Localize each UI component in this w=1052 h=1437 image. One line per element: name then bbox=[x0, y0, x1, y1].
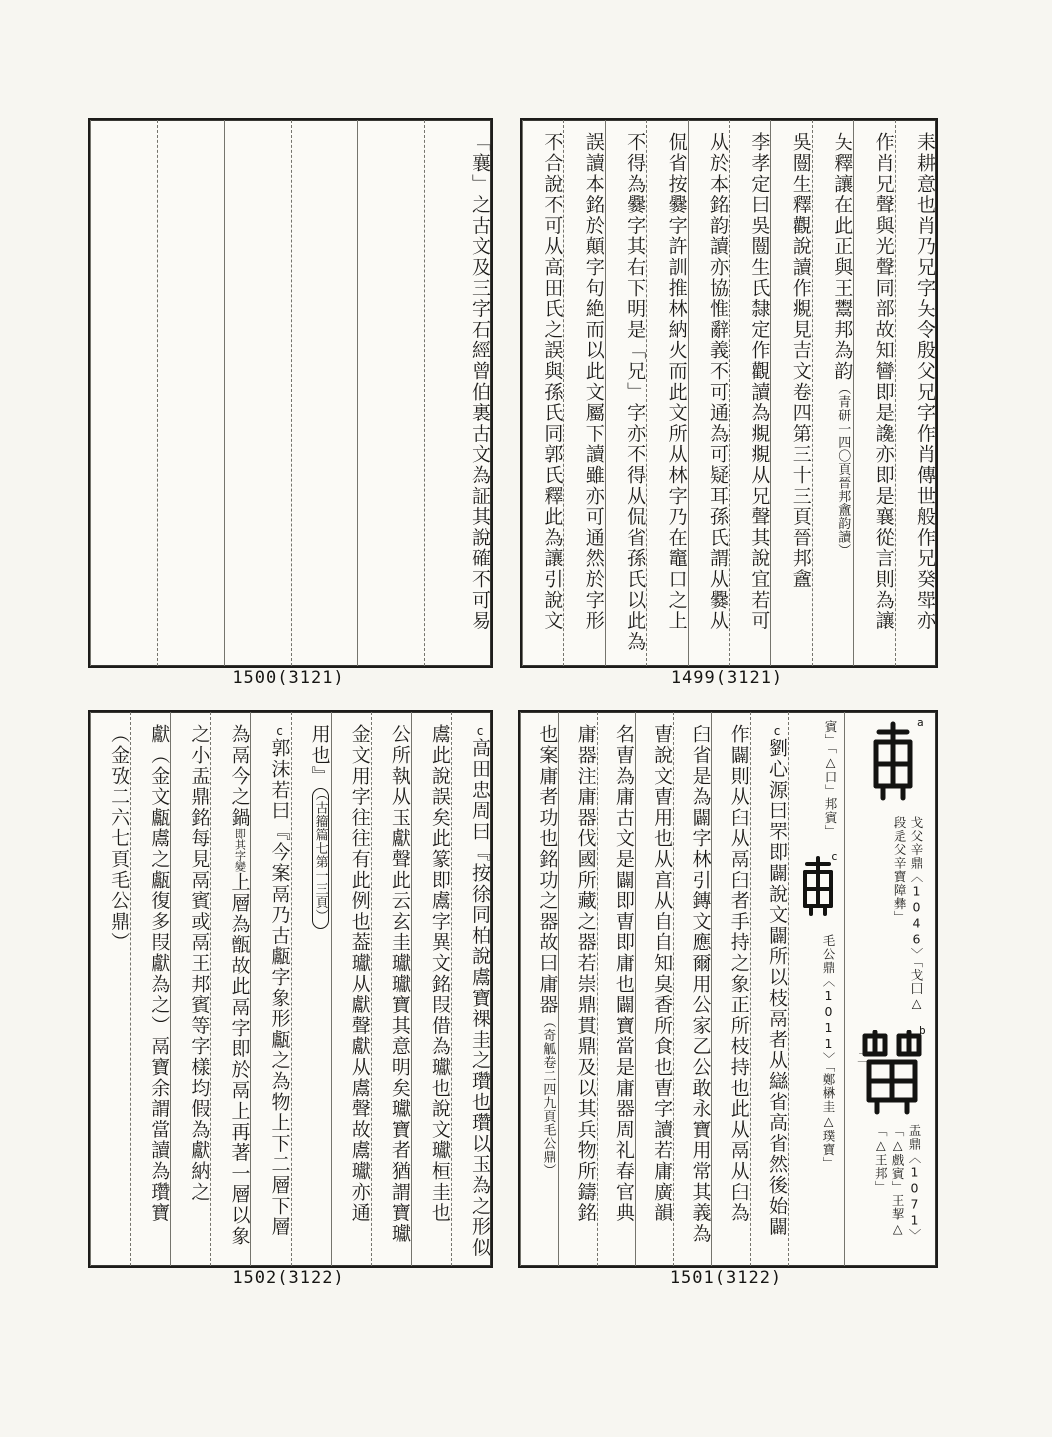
column-text: 之小盂鼎銘每見鬲賓或鬲王邦賓等字樣均假為獻納之 bbox=[188, 724, 211, 1203]
glyph-variant-marker-c: c bbox=[831, 850, 838, 863]
column-text: 夨釋讓在此正與王鬻邦為韵 bbox=[831, 132, 854, 382]
text-column-1 bbox=[451, 712, 491, 1266]
column-text: 即其字變 bbox=[233, 828, 247, 872]
text-column-6 bbox=[558, 712, 596, 1266]
column-text: 作肖兄聲與光聲同部故知矕即是䜛亦即是襄從言則為讓 bbox=[872, 132, 895, 632]
column-text: 金文用字往往有此例也葢瓛从獻聲獻从鬳聲故鬳瓛亦通 bbox=[348, 724, 371, 1224]
glyph-a-citation: 戈父辛鼎〈1046〉「戈囗△段辵父辛寶障彝」 bbox=[892, 816, 924, 1012]
glyph-c-lead-citation: 賓」「△口」邦賓」 bbox=[823, 720, 838, 838]
seal-glyph-b-icon bbox=[855, 1030, 929, 1116]
column-text: 為鬲今之鍋 bbox=[228, 724, 251, 828]
text-column-9 bbox=[563, 120, 604, 666]
headword-glyph-column bbox=[844, 712, 936, 1266]
commentator-mark: c bbox=[473, 724, 487, 738]
column-text: 名曺為庸古文是闢即曺即庸也闢寶當是庸器周礼春官典 bbox=[612, 724, 635, 1224]
column-text: 劉心源曰罘即闢說文闢所以枝鬲者从䜌省高省然後始闢 bbox=[766, 738, 788, 1238]
commentator-mark: c bbox=[770, 724, 784, 738]
text-column-2 bbox=[711, 712, 749, 1266]
text-column-6 bbox=[90, 120, 157, 666]
column-text: 侃省按爨字許訓推林納火而此文所从林字乃在竈口之上 bbox=[665, 132, 688, 632]
text-column-3 bbox=[291, 120, 358, 666]
text-column-10 bbox=[522, 120, 563, 666]
commentator-mark: c bbox=[272, 724, 287, 738]
column-text: 臼省是為闢字林引鏄文應爾用公家乙公敢永寶用常其義為 bbox=[689, 724, 712, 1244]
column-text: （金攷二六七頁毛公鼎） bbox=[108, 724, 131, 953]
text-column-5 bbox=[291, 712, 331, 1266]
column-grid-1501 bbox=[520, 712, 936, 1266]
text-column-2 bbox=[411, 712, 451, 1266]
text-column-3 bbox=[371, 712, 411, 1266]
text-column-2 bbox=[357, 120, 424, 666]
column-text: 公所執从玉獻聲此云玄圭瓛瓛寶其意明矣瓛寶者猶謂寶瓛 bbox=[388, 724, 411, 1244]
column-text: （青研一四〇頁晉邦盦韵讀） bbox=[835, 381, 851, 558]
column-text: 高田忠周曰『按徐同柏說鬳寶祼圭之瓚也瓚以玉為之形似 bbox=[469, 738, 491, 1258]
text-column-9 bbox=[130, 712, 170, 1266]
page-number-1501: 1501(3122) bbox=[669, 1268, 783, 1288]
seal-glyph-a-icon bbox=[863, 720, 923, 806]
column-grid-1500 bbox=[90, 120, 491, 666]
headword-glyph-column-2 bbox=[788, 712, 844, 1266]
column-text: 李孝定曰吳闓生氏隸定作觀讀為覜覜从兄聲其說宜若可 bbox=[748, 132, 771, 632]
column-text: 也案庸者功也銘功之器故曰庸器 bbox=[536, 724, 559, 1016]
glyph-variant-marker-b: b bbox=[919, 1024, 926, 1037]
text-column-6 bbox=[688, 120, 729, 666]
column-text: 作闢則从臼从鬲臼者手持之象正所枝持也此从鬲从臼為 bbox=[727, 724, 750, 1224]
column-text: 不合說不可从高田氏之誤與孫氏同郭氏釋此為讓引說文 bbox=[541, 132, 564, 632]
page-panel-1502 bbox=[88, 710, 493, 1268]
text-column-7 bbox=[646, 120, 687, 666]
text-column-8 bbox=[605, 120, 646, 666]
column-text: 上層為甑故此鬲字即於鬲上再著一層以象 bbox=[228, 872, 251, 1247]
text-column-6 bbox=[250, 712, 290, 1266]
column-text: 不得為爨字其右下明是「兄」字亦不得从侃省孫氏以此為 bbox=[624, 132, 647, 652]
column-text: 庸器注庸器伐國所藏之器若崇鼎貫鼎及以其兵物所鑄銘 bbox=[574, 724, 597, 1224]
page-number-1502: 1502(3122) bbox=[232, 1268, 345, 1288]
column-text: 从於本銘韵讀亦協惟辭義不可通為可疑耳孫氏謂从爨从 bbox=[706, 132, 729, 632]
column-text: 「襄」之古文及三字石經曾伯裏古文為証其說確不可易 bbox=[469, 132, 491, 632]
text-column-3 bbox=[812, 120, 853, 666]
page-panel-1499 bbox=[520, 118, 938, 668]
text-column-1 bbox=[750, 712, 788, 1266]
text-column-4 bbox=[224, 120, 291, 666]
column-text: 用也』 bbox=[308, 724, 331, 787]
page-panel-1501 bbox=[518, 710, 938, 1268]
text-column-7 bbox=[210, 712, 250, 1266]
column-text: 曺說文曺用也从亯从自自知臭香所食也曺字讀若庸廣韻 bbox=[651, 724, 674, 1224]
glyph-c-citation: 毛公鼎〈1011〉「鄭楙圭△璞寶」 bbox=[821, 934, 836, 1170]
text-column-3 bbox=[673, 712, 711, 1266]
text-column-2 bbox=[853, 120, 894, 666]
text-column-1 bbox=[424, 120, 491, 666]
text-column-1 bbox=[895, 120, 936, 666]
column-text: （古籀篇七第一三頁） bbox=[312, 788, 329, 929]
text-column-10 bbox=[90, 712, 130, 1266]
text-column-4 bbox=[770, 120, 811, 666]
column-text: 誤讀本銘於顛字句絶而以此文屬下讀雖亦可通然於字形 bbox=[582, 132, 605, 632]
column-grid-1499 bbox=[522, 120, 936, 666]
column-text: 吳闓生釋觀說讀作覜見吉文卷四第三十三頁晉邦盦 bbox=[789, 132, 812, 590]
column-text: 郭沫若曰『今案鬲乃古甗字象形甗之為物上下二層下層 bbox=[268, 738, 291, 1238]
glyph-variant-marker-a: a bbox=[917, 716, 924, 729]
column-grid-1502 bbox=[90, 712, 491, 1266]
column-text: （奇觚卷二四九頁毛公鼎） bbox=[540, 1015, 556, 1178]
glyph-b-citation: 盂鼎〈1071〉「△戲賓」王挈△「△王邦」 bbox=[873, 1124, 922, 1242]
seal-glyph-c-icon bbox=[795, 856, 841, 918]
page-panel-1500 bbox=[88, 118, 493, 668]
text-column-5 bbox=[729, 120, 770, 666]
text-column-7 bbox=[520, 712, 558, 1266]
text-column-4 bbox=[635, 712, 673, 1266]
page-number-1499: 1499(3121) bbox=[670, 668, 784, 688]
column-text: 獻（金文甗鬳之甗復多叚獻為之）鬲寶余謂當讀為瓚寶 bbox=[148, 724, 171, 1224]
column-text: 耒耕意也肖乃兄字夨令殷父兄字作肖傳世般作兄癸斝亦 bbox=[914, 132, 936, 632]
text-column-5 bbox=[157, 120, 224, 666]
column-text: 鬳此說誤矣此篆即鬳字異文銘叚借為瓛也說文瓛桓圭也 bbox=[428, 724, 451, 1224]
text-column-8 bbox=[170, 712, 210, 1266]
text-column-4 bbox=[331, 712, 371, 1266]
text-column-5 bbox=[597, 712, 635, 1266]
page-number-1500: 1500(3121) bbox=[232, 668, 345, 688]
glyph-b-variant-number: 二 bbox=[855, 1050, 871, 1064]
